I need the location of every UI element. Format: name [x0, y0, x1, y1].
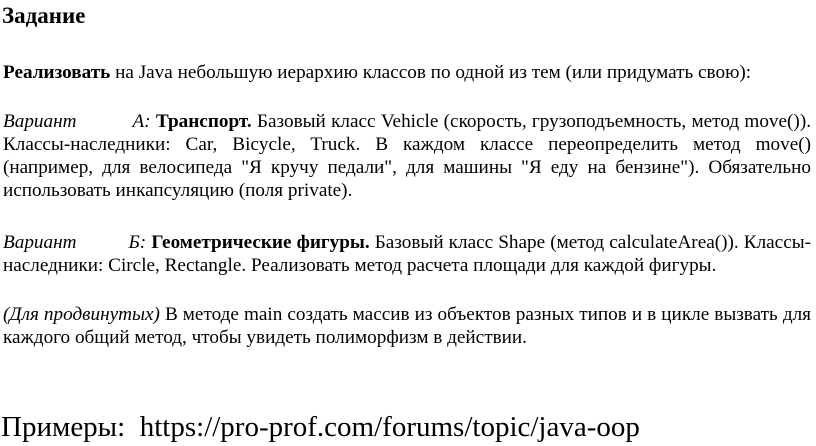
examples-footer [1, 410, 640, 444]
variant-a-label-letter: А: [132, 111, 151, 132]
intro-bold-verb: Реализовать [3, 62, 111, 83]
variant-a-body: Базовый класс Vehicle (скорость, грузоподъемность, метод move()). Классы-наследники: Car, Bicycle, Truck. В каждом классе переопределить метод move() (например, для велосипеда "Я кручу педали", для машины "Я еду на бензине"). Обязательно использовать инкапсуляцию (поля private). [3, 111, 812, 201]
variant-b-label-word: Вариант [3, 232, 77, 253]
variant-b-heading: Геометрические фигуры. [151, 232, 370, 253]
variant-b-paragraph [3, 231, 811, 277]
variant-b-body: Базовый класс Shape (метод calculateArea()). Классы-наследники: Circle, Rectangle. Реализовать метод расчета площади для каждой фигуры. [3, 232, 811, 276]
advanced-body: В методе main создать массив из объектов разных типов и в цикле вызвать для каждого общий метод, чтобы увидеть полиморфизм в действии. [3, 304, 811, 348]
variant-a-heading: Транспорт. [155, 111, 252, 132]
variant-b-label-letter: Б: [128, 232, 147, 253]
variant-a-paragraph [3, 110, 811, 202]
advanced-paragraph [3, 303, 811, 349]
intro-paragraph [3, 61, 811, 84]
document-title: Задание [2, 3, 86, 28]
examples-link[interactable]: https://pro-prof.com/forums/topic/java-oop [139, 411, 640, 443]
advanced-label: (Для продвинутых) [3, 304, 160, 325]
examples-label: Примеры: [1, 411, 126, 443]
variant-a-label-word: Вариант [3, 111, 77, 132]
intro-text: на Java небольшую иерархию классов по одной из тем (или придумать свою): [110, 62, 752, 83]
